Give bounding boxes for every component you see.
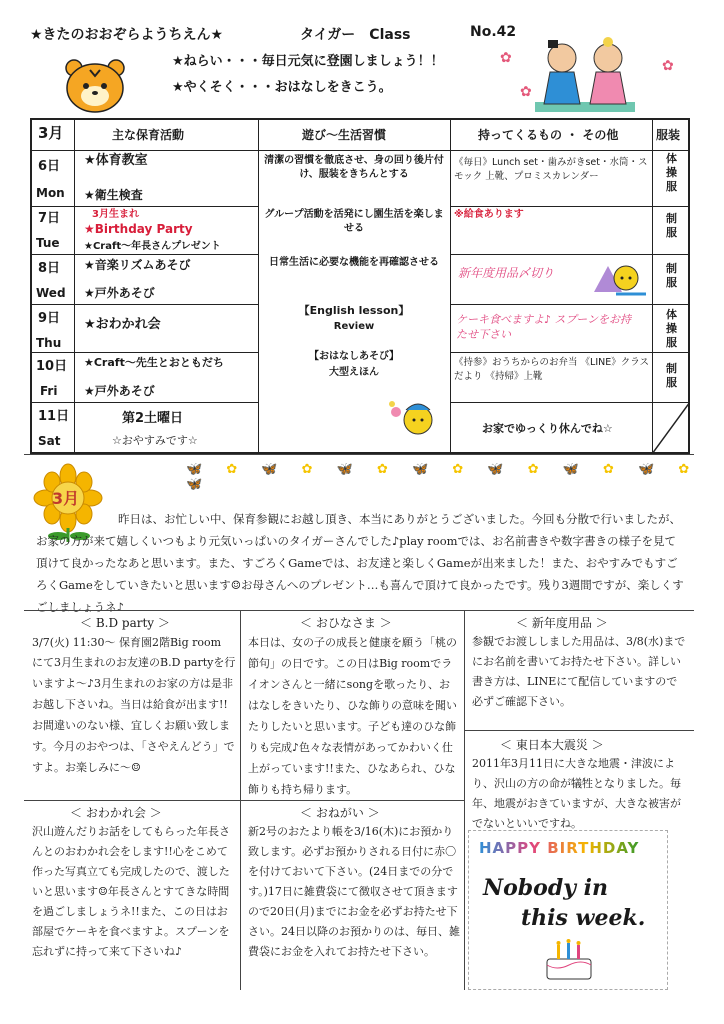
activity-text: ★Craft～先生とおともだち bbox=[84, 356, 224, 369]
items-header: 持ってくるもの ・ その他 bbox=[478, 128, 619, 142]
habit-text: グループ活動を活発にし園生活を楽しませる bbox=[264, 209, 444, 234]
tiger-illustration bbox=[62, 56, 128, 114]
activity-text: ★音楽リズムあそび bbox=[84, 258, 191, 272]
month-header: 3月 bbox=[38, 124, 64, 142]
activity-text: ★衛生検査 bbox=[84, 188, 143, 202]
activity-text: ★戸外あそび bbox=[84, 286, 155, 300]
school-name: ★きたのおおぞらようちえん★ bbox=[30, 27, 224, 43]
activity-text: ★おわかれ会 bbox=[84, 317, 161, 332]
activity-text: ★Birthday Party bbox=[84, 222, 193, 236]
hina-dolls-illustration bbox=[530, 34, 640, 114]
schedule-table bbox=[30, 118, 690, 454]
section-title-earthquake: ＜ 東日本大震災 ＞ bbox=[500, 738, 604, 752]
divider bbox=[464, 610, 465, 990]
flower-icon: ✿ bbox=[520, 84, 532, 100]
habit-text: 清潔の習慣を徹底させ、身の回り後片付け、服装をきちんとする bbox=[264, 155, 444, 180]
items-text: ※給食あります bbox=[454, 209, 524, 220]
habit-text: 【おはなしあそび】 bbox=[309, 351, 399, 362]
cross-mark bbox=[652, 402, 690, 454]
day-number: 11日 bbox=[38, 409, 70, 424]
earthquake-body: 2011年3月11日に大きな地震・津波により、沢山の方の命が犠牲となりました。毎年、地震がおきていますが、大きな被害がでないといいですね。 bbox=[472, 757, 681, 830]
items-text: ケーキ食べますよ♪ スプーンをお持たせ下さい bbox=[456, 313, 631, 341]
day-of-week: Sat bbox=[38, 434, 61, 448]
class-name: タイガー Class bbox=[300, 27, 411, 43]
cake-illustration bbox=[539, 935, 599, 985]
divider bbox=[24, 610, 694, 611]
activity-text: ★体育教室 bbox=[84, 153, 148, 168]
day-of-week: Thu bbox=[36, 336, 62, 350]
day-number: 9日 bbox=[38, 311, 61, 326]
uniform-text: 体操服 bbox=[666, 152, 677, 193]
day-of-week: Tue bbox=[36, 236, 60, 250]
birthday-line-1: Nobody in bbox=[483, 875, 609, 901]
chick-illustration bbox=[386, 394, 436, 440]
hinamatsuri-body: 本日は、女の子の成長と健康を願う「桃の節句」の日です。この日はBig roomでライオンさんと一緒にsongを歌ったり、おはなしをきいたり、ひな飾りの意味を聞いたりしたいと思います。子ども達のひな飾りも完成♪色々な表情があってかわいく仕上がっています!!また、ひなあられ、ひな飾りも持ち帰ります。 bbox=[248, 636, 457, 796]
activity-header: 主な保育活動 bbox=[112, 128, 185, 142]
section-title-bd-party: ＜ B.D party ＞ bbox=[80, 616, 170, 630]
divider bbox=[24, 800, 464, 801]
flower-icon: ✿ bbox=[500, 50, 512, 66]
habits-header: 遊び～生活習慣 bbox=[302, 128, 387, 142]
birthday-card bbox=[468, 830, 668, 990]
items-text: お家でゆっくり休んでね☆ bbox=[482, 422, 613, 435]
activity-text: 第2土曜日 bbox=[122, 411, 184, 426]
promise-line: ★やくそく・・・おはなしをきこう。 bbox=[172, 80, 392, 95]
day-of-week: Fri bbox=[40, 384, 58, 398]
issue-number: No.42 bbox=[470, 24, 517, 40]
items-text: 新年度用品〆切り bbox=[458, 266, 555, 280]
divider bbox=[464, 730, 694, 731]
march-badge: 3月 bbox=[52, 489, 80, 508]
day-of-week: Wed bbox=[36, 286, 66, 300]
uniform-text: 制服 bbox=[666, 262, 677, 289]
uniform-header: 服装 bbox=[656, 128, 681, 142]
habit-text: Review bbox=[333, 321, 375, 332]
section-title-new-year-items: ＜ 新年度用品 ＞ bbox=[516, 616, 608, 630]
activity-text: ★戸外あそび bbox=[84, 384, 155, 398]
uniform-text: 制服 bbox=[666, 362, 677, 389]
uniform-text: 体操服 bbox=[666, 308, 677, 349]
butterfly-row: 🦋 ✿ 🦋 ✿ 🦋 ✿ 🦋 ✿ 🦋 ✿ 🦋 ✿ 🦋 ✿ 🦋 bbox=[186, 462, 700, 492]
new-year-items-body: 参観でお渡ししました用品は、3/8(水)までにお名前を書いてお持たせ下さい。詳しい書き方は、LINEにて配信していますので必ずご確認下さい。 bbox=[472, 635, 686, 708]
section-title-farewell: ＜ おわかれ会 ＞ bbox=[70, 806, 162, 820]
activity-text: ★Craft～年長さんプレゼント bbox=[84, 241, 221, 252]
habit-text: 日常生活に必要な機能を再確認させる bbox=[269, 257, 439, 268]
birthday-line-2: this week. bbox=[521, 905, 646, 931]
chick-illustration bbox=[592, 260, 646, 300]
section-title-request: ＜ おねがい ＞ bbox=[300, 806, 380, 820]
bd-party-highlight: 3/7(火) 11:30～ 保育園2階Big room bbox=[32, 636, 222, 649]
activity-note: 3月生まれ bbox=[92, 209, 139, 220]
day-number: 7日 bbox=[38, 211, 61, 226]
birthday-banner: HAPPY BIRTHDAY bbox=[479, 839, 640, 857]
section-title-hinamatsuri: ＜ おひなさま ＞ bbox=[300, 616, 392, 630]
day-number: 6日 bbox=[38, 159, 61, 174]
request-body: 新2号のおたより帳を3/16(木)にお預かり致します。必ずお預かりされる日付に赤〇を付けておいて下さい。(24日までの分です。)17日に雑費袋にて徴収させて頂きますので20日(月)までにお金を必ずお持たせ下さい。24日以降のお預かりのは、毎日、雑費袋にお金を入れてお持たせ下さい。 bbox=[248, 825, 460, 958]
items-text: 《毎日》Lunch set・歯みがきset・水筒・スモック 上靴、プロミスカレンダー bbox=[454, 157, 648, 182]
day-number: 10日 bbox=[36, 359, 68, 374]
bd-party-body: にて3月生まれのお友達のB.D partyを行いますよ～♪3月生まれのお家の方は是非お越し下さいね。当日は給食が出ます!!お間違いのない様、宜しくお願い致します。今月のおやつは、「さやえんどう」ですよ。お楽しみに～☺ bbox=[32, 656, 236, 774]
farewell-body: 沢山遊んだりお話をしてもらった年長さんとのおわかれ会をします!!心をこめて作った写真立ても完成したので、渡したいと思います☺年長さんとすてきな時間を過ごしましょうネ!!また、この日はお部屋でケーキを食べますよ。スプーンを忘れずに持って来て下さいね♪ bbox=[32, 825, 230, 958]
habit-text: 大型えほん bbox=[329, 367, 379, 378]
flower-icon: ✿ bbox=[662, 58, 674, 74]
habit-text: 【English lesson】 bbox=[298, 304, 410, 317]
day-of-week: Mon bbox=[36, 186, 65, 200]
aim-line: ★ねらい・・・毎日元気に登園しましょう！！ bbox=[172, 54, 444, 69]
day-number: 8日 bbox=[38, 261, 61, 276]
divider bbox=[24, 454, 694, 455]
intro-text: 昨日は、お忙しい中、保育参観にお越し頂き、本当にありがとうございました。今回も分散で行いましたが、お家の方が来て嬉しくいつもより元気いっぱいのタイガーさんでした♪play roomでは、お名前書きや数字書きの様子を見て頂けて良かったなあと思います。また、すごろくGameでは、お友達と楽しくGameが出来ました！また、おやすみでもすごろくGameをしていきたいと思います☺お母さんへのプレゼント…も喜んで頂けて良かったです。残り3週間ですが、楽しくすごしましょうネ♪ bbox=[36, 512, 684, 614]
items-text: 《持参》おうちからのお弁当 《LINE》クラスだより 《持帰》上靴 bbox=[454, 357, 649, 382]
activity-text: ☆おやすみです☆ bbox=[112, 434, 198, 447]
uniform-text: 制服 bbox=[666, 212, 677, 239]
